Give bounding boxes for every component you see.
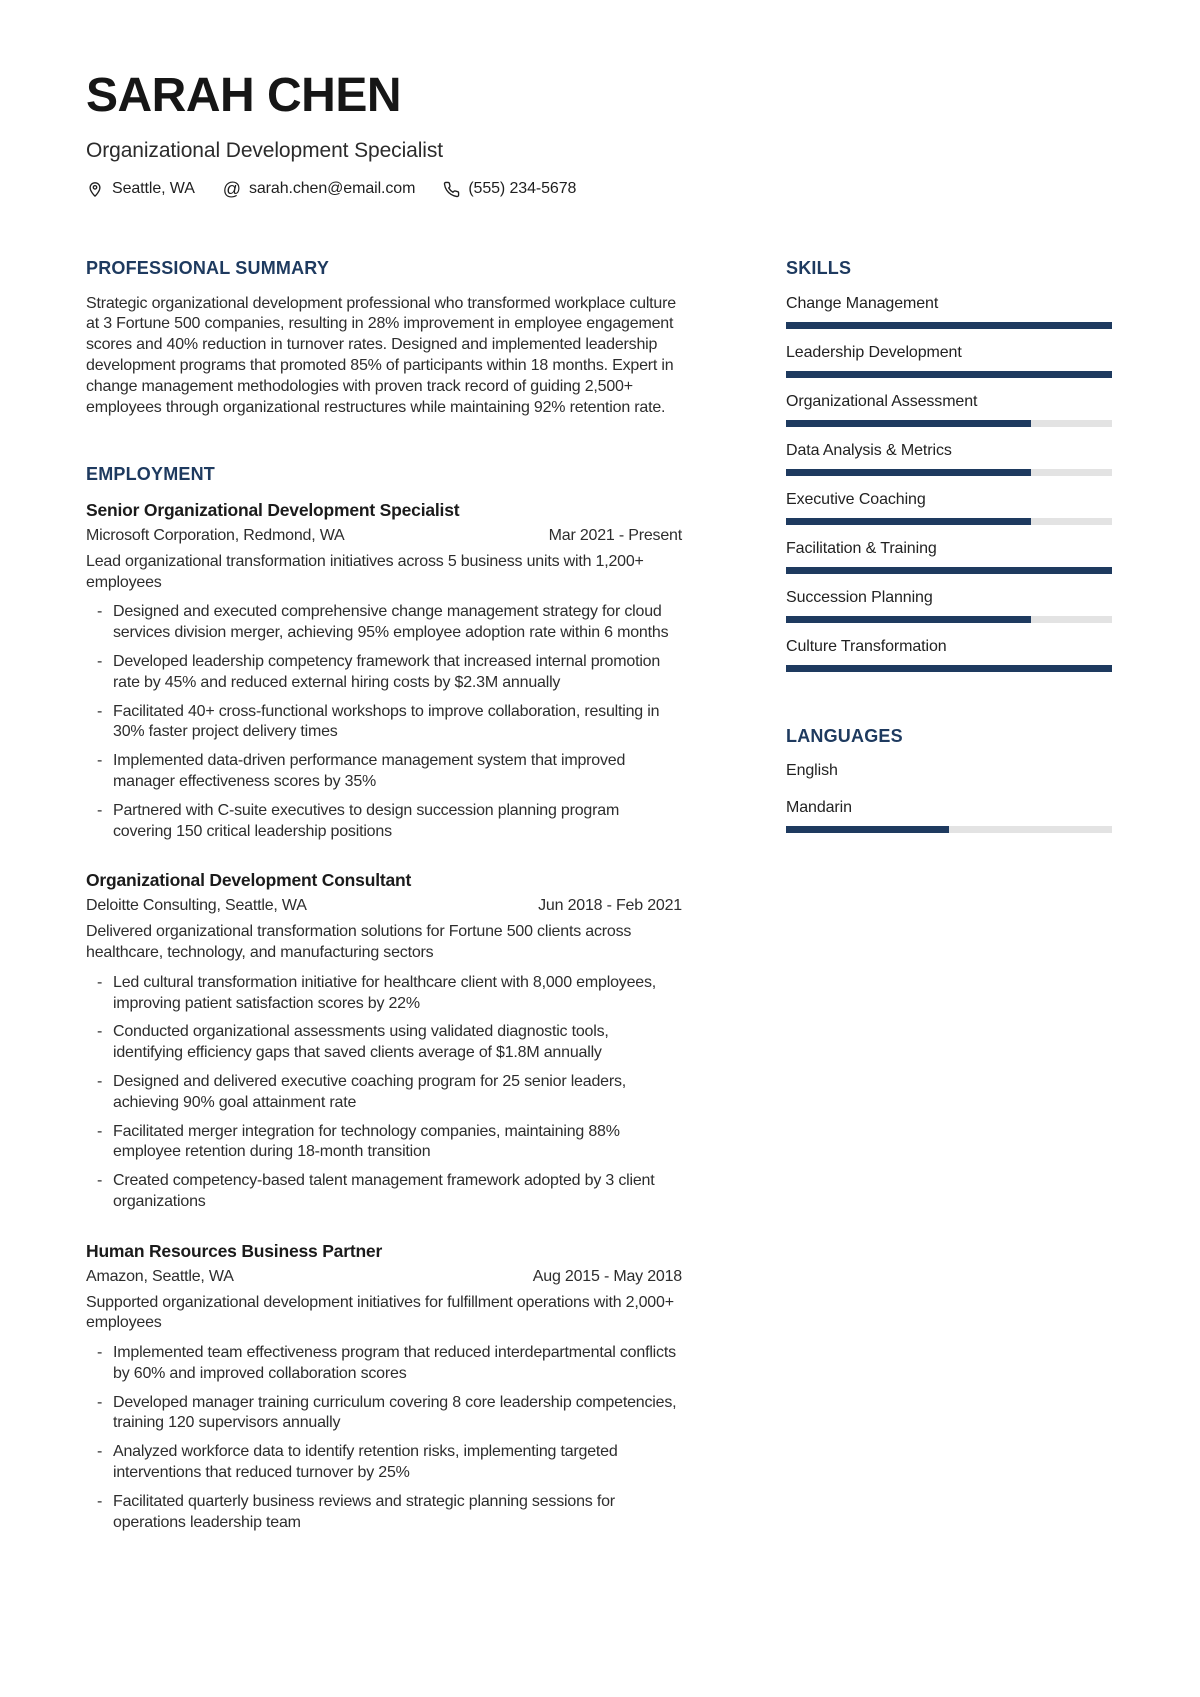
skill-name: Mandarin — [786, 799, 852, 817]
job-description: Supported organizational development initiatives for fulfillment operations with 2,000+ employees — [86, 1293, 674, 1332]
job-bullet — [97, 801, 682, 843]
job-bullet-list — [86, 602, 682, 842]
skill-item — [786, 637, 1112, 672]
skill-level-bar — [786, 371, 1112, 378]
skill-level-fill — [786, 371, 1112, 378]
job-title: Organizational Development Consultant — [86, 870, 412, 891]
job-bullet-text: Led cultural transformation initiative for healthcare client with 8,000 employees, improving patient satisfaction scores by 22% — [113, 973, 657, 1012]
job-bullet — [97, 1442, 682, 1484]
job-bullet — [97, 602, 682, 644]
skill-level-bar — [786, 665, 1112, 672]
bullet-dash-marker: - — [97, 1072, 103, 1090]
skill-level-fill — [786, 567, 1112, 574]
contact-phone-text: (555) 234-5678 — [468, 180, 577, 198]
job-bullet-text: Implemented data-driven performance management system that improved manager effectiveness scores by 35% — [113, 752, 626, 790]
bullet-dash-marker: - — [97, 652, 103, 670]
person-headline: Organizational Development Specialist — [86, 138, 443, 162]
job-dates: Mar 2021 - Present — [548, 526, 682, 544]
skill-item — [786, 539, 1112, 574]
languages-heading: LANGUAGES — [786, 725, 903, 746]
skill-item — [786, 343, 1112, 378]
skill-name: English — [786, 762, 838, 780]
skill-level-fill — [786, 616, 1031, 623]
job-bullet — [97, 751, 682, 793]
contact-row — [86, 180, 1114, 198]
job-company: Amazon, Seattle, WA — [86, 1267, 234, 1285]
job-bullet — [97, 1171, 682, 1213]
job-bullet — [97, 1072, 682, 1114]
job-bullet-text: Conducted organizational assessments using validated diagnostic tools, identifying efficiency gaps that saved clients average of $1.8M annually — [113, 1023, 609, 1062]
employment-heading: EMPLOYMENT — [86, 464, 216, 485]
skill-item — [786, 441, 1112, 476]
job-title: Senior Organizational Development Specialist — [86, 499, 460, 520]
job-bullet-text: Analyzed workforce data to identify retention risks, implementing targeted interventions that reduced turnover by 25% — [113, 1443, 618, 1482]
job-bullet-text: Facilitated 40+ cross-functional workshops to improve collaboration, resulting in 30% faster project delivery times — [113, 702, 660, 741]
job-bullet-text: Implemented team effectiveness program that reduced interdepartmental conflicts by 60% and improved collaboration scores — [113, 1344, 676, 1382]
job-company-row — [86, 526, 682, 547]
bullet-dash-marker: - — [97, 973, 103, 991]
skill-item — [786, 761, 1112, 781]
job-bullet — [97, 652, 682, 694]
bullet-dash-marker: - — [97, 752, 103, 770]
skill-level-bar — [786, 420, 1112, 427]
job-bullet-text: Designed and executed comprehensive change management strategy for cloud services division merger, achieving 95% employee adoption rate within 6 months — [113, 603, 669, 642]
job-bullet-text: Developed leadership competency framework that increased internal promotion rate by 45% and reduced external hiring costs by $2.3M annually — [113, 652, 661, 691]
job-dates: Aug 2015 - May 2018 — [532, 1267, 682, 1285]
skill-level-fill — [786, 665, 1112, 672]
skill-level-bar — [786, 469, 1112, 476]
job-bullet-list — [86, 973, 682, 1213]
job-title: Human Resources Business Partner — [86, 1240, 383, 1261]
job-dates: Jun 2018 - Feb 2021 — [538, 897, 682, 915]
job-bullet-text: Partnered with C-suite executives to design succession planning program covering 150 critical leadership positions — [113, 801, 620, 840]
job-bullet — [97, 702, 682, 744]
job-bullet-text: Designed and delivered executive coaching program for 25 senior leaders, achieving 90% goal attainment rate — [113, 1072, 627, 1111]
bullet-dash-marker: - — [97, 1443, 103, 1461]
employment-section — [86, 464, 682, 1533]
skill-level-bar — [786, 567, 1112, 574]
job-bullet — [97, 973, 682, 1015]
main-column — [86, 258, 682, 1561]
skill-level-fill — [786, 420, 1031, 427]
skill-name: Succession Planning — [786, 588, 933, 606]
languages-section — [786, 726, 1112, 834]
skill-list — [786, 294, 1112, 672]
skill-level-fill — [786, 469, 1031, 476]
job-bullet — [97, 1343, 682, 1385]
skill-level-bar — [786, 518, 1112, 525]
skill-name: Facilitation & Training — [786, 539, 937, 557]
contact-phone — [443, 180, 576, 198]
skill-name: Change Management — [786, 294, 939, 312]
job-bullet — [97, 1393, 682, 1435]
location-pin-icon — [86, 180, 104, 198]
sidebar-column — [786, 258, 1112, 1561]
bullet-dash-marker: - — [97, 1344, 103, 1362]
skill-item — [786, 588, 1112, 623]
contact-location-text: Seattle, WA — [112, 180, 195, 198]
skill-level-fill — [786, 826, 949, 833]
job-bullet-text: Created competency-based talent management framework adopted by 3 client organizations — [113, 1172, 655, 1210]
bullet-dash-marker: - — [97, 702, 103, 720]
job-bullet — [97, 1492, 682, 1534]
skill-item — [786, 294, 1112, 329]
summary-heading: PROFESSIONAL SUMMARY — [86, 258, 330, 279]
job-entry — [86, 870, 682, 1212]
bullet-dash-marker: - — [97, 1492, 103, 1510]
job-entry — [86, 500, 682, 842]
skills-heading: SKILLS — [786, 258, 852, 279]
bullet-dash-marker: - — [97, 603, 103, 621]
skill-level-bar — [786, 826, 1112, 833]
job-bullet-text: Developed manager training curriculum covering 8 core leadership competencies, training 120 supervisors annually — [113, 1393, 677, 1432]
skill-name: Culture Transformation — [786, 637, 947, 655]
job-bullet-text: Facilitated quarterly business reviews and strategic planning sessions for operations leadership team — [113, 1492, 615, 1531]
contact-email — [223, 180, 416, 198]
contact-email-text: sarah.chen@email.com — [248, 180, 416, 198]
job-company: Microsoft Corporation, Redmond, WA — [86, 526, 345, 544]
skills-section — [786, 258, 1112, 672]
person-name: SARAH CHEN — [86, 69, 402, 122]
skill-level-bar — [786, 616, 1112, 623]
job-bullet-text: Facilitated merger integration for technology companies, maintaining 88% employee retention during 18-month transition — [113, 1122, 620, 1161]
skill-item — [786, 798, 1112, 833]
skill-level-fill — [786, 322, 1112, 329]
summary-text: Strategic organizational development professional who transformed workplace culture at 3 Fortune 500 companies, resulting in 28% improvement in employee engagement scores and 40% reduction in turnover rates. Designed and implemented leadership development programs that promoted 85% of participants within 18 months. Expert in change management methodologies with proven track record of guiding 2,500+ employees through organizational restructures while maintaining 92% retention rate. — [86, 294, 676, 416]
resume-header — [86, 70, 1114, 198]
job-list — [86, 500, 682, 1533]
bullet-dash-marker: - — [97, 1393, 103, 1411]
skill-item — [786, 490, 1112, 525]
at-sign-icon: @ — [222, 179, 241, 200]
job-description: Lead organizational transformation initiatives across 5 business units with 1,200+ employees — [86, 552, 644, 591]
bullet-dash-marker: - — [97, 801, 103, 819]
job-bullet — [97, 1022, 682, 1064]
job-bullet-list — [86, 1343, 682, 1533]
job-entry — [86, 1241, 682, 1534]
job-company-row — [86, 1267, 682, 1288]
skill-name: Leadership Development — [786, 343, 962, 361]
job-description: Delivered organizational transformation solutions for Fortune 500 clients across healthcare, technology, and manufacturing sectors — [86, 923, 632, 961]
bullet-dash-marker: - — [97, 1172, 103, 1190]
job-bullet — [97, 1122, 682, 1164]
skill-item — [786, 392, 1112, 427]
job-company: Deloitte Consulting, Seattle, WA — [86, 897, 307, 915]
bullet-dash-marker: - — [97, 1122, 103, 1140]
bullet-dash-marker: - — [97, 1023, 103, 1041]
phone-icon — [443, 181, 460, 198]
job-company-row — [86, 896, 682, 917]
summary-section — [86, 258, 682, 418]
skill-name: Executive Coaching — [786, 490, 926, 508]
contact-location — [86, 180, 195, 198]
skill-name: Organizational Assessment — [786, 392, 978, 410]
skill-name: Data Analysis & Metrics — [786, 441, 952, 459]
skill-level-fill — [786, 518, 1031, 525]
language-list — [786, 761, 1112, 833]
skill-level-bar — [786, 322, 1112, 329]
